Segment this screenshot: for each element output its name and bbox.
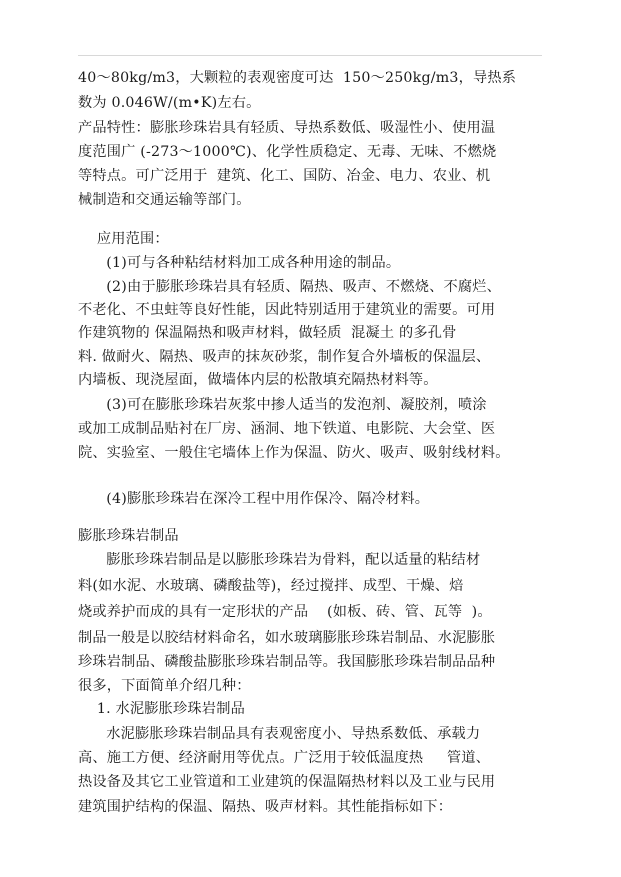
text-line: 料. 做耐火、隔热、吸声的抹灰砂浆，制作复合外墙板的保温层、 [78,349,491,365]
section-heading-products: 膨胀珍珠岩制品 [78,528,179,544]
list-item: (4)膨胀珍珠岩在深冷工程中用作保冷、隔冷材料。 [78,491,430,507]
text-line: 产品特性：膨胀珍珠岩具有轻质、导热系数低、吸湿性小、使用温 [78,120,496,136]
text-line: 高、施工方便、经济耐用等优点。广泛用于较低温度热 管道、 [78,750,491,766]
text-line: 度范围广 (-273～1000℃)、化学性质稳定、无毒、无味、不燃烧 [78,144,497,160]
list-item: (1)可与各种粘结材料加工成各种用途的制品。 [78,255,401,271]
sub-heading: 1. 水泥膨胀珍珠岩制品 [78,701,245,717]
list-item: (3)可在膨胀珍珠岩灰浆中掺人适当的发泡剂、凝胶剂，喷涂 [78,397,487,413]
text-line: 膨胀珍珠岩制品是以膨胀珍珠岩为骨料，配以适量的粘结材 [78,552,481,568]
text-line: 烧或养护而成的具有一定形状的产品 (如板、砖、管、瓦等 )。 [78,604,492,620]
text-line: 作建筑物的 保温隔热和吸声材料，做轻质 混凝土 的多孔骨 [78,325,457,341]
text-line: 不老化、不虫蛀等良好性能，因此特别适用于建筑业的需要。可用 [78,302,496,318]
text-line: 内墙板、现浇屋面，做墙体内层的松散填充隔热材料等。 [78,372,438,388]
text-line: 很多，下面简单介绍几种： [78,678,251,694]
text-line: 械制造和交通运输等部门。 [78,192,251,208]
page-header-rule [78,55,542,56]
text-line: 料(如水泥、水玻璃、磷酸盐等)，经过搅拌、成型、干燥、焙 [78,578,464,594]
section-heading-application: 应用范围： [78,231,169,247]
text-line: 数为 0.046W/(m•K)左右。 [78,95,261,111]
text-line: 制品一般是以胶结材料命名，如水玻璃膨胀珍珠岩制品、水泥膨胀 [78,630,496,646]
text-line: 热设备及其它工业管道和工业建筑的保温隔热材料以及工业与民用 [78,774,496,790]
text-line: 等特点。可广泛用于 建筑、化工、国防、冶金、电力、农业、机 [78,168,491,184]
text-line: 院、实验室、一般住宅墙体上作为保温、防火、吸声、吸射线材料。 [78,445,510,461]
list-item: (2)由于膨胀珍珠岩具有轻质、隔热、吸声、不燃烧、不腐烂、 [78,279,502,295]
text-line: 建筑围护结构的保温、隔热、吸声材料。其性能指标如下： [78,799,453,815]
text-line: 40～80kg/m3，大颗粒的表观密度可达 150～250kg/m3，导热系 [78,70,517,86]
text-line: 水泥膨胀珍珠岩制品具有表观密度小、导热系数低、承载力 [78,726,481,742]
text-line: 珍珠岩制品、磷酸盐膨胀珍珠岩制品等。我国膨胀珍珠岩制品品种 [78,654,496,670]
text-line: 或加工成制品贴衬在厂房、涵洞、地下铁道、电影院、大会堂、医 [78,421,496,437]
